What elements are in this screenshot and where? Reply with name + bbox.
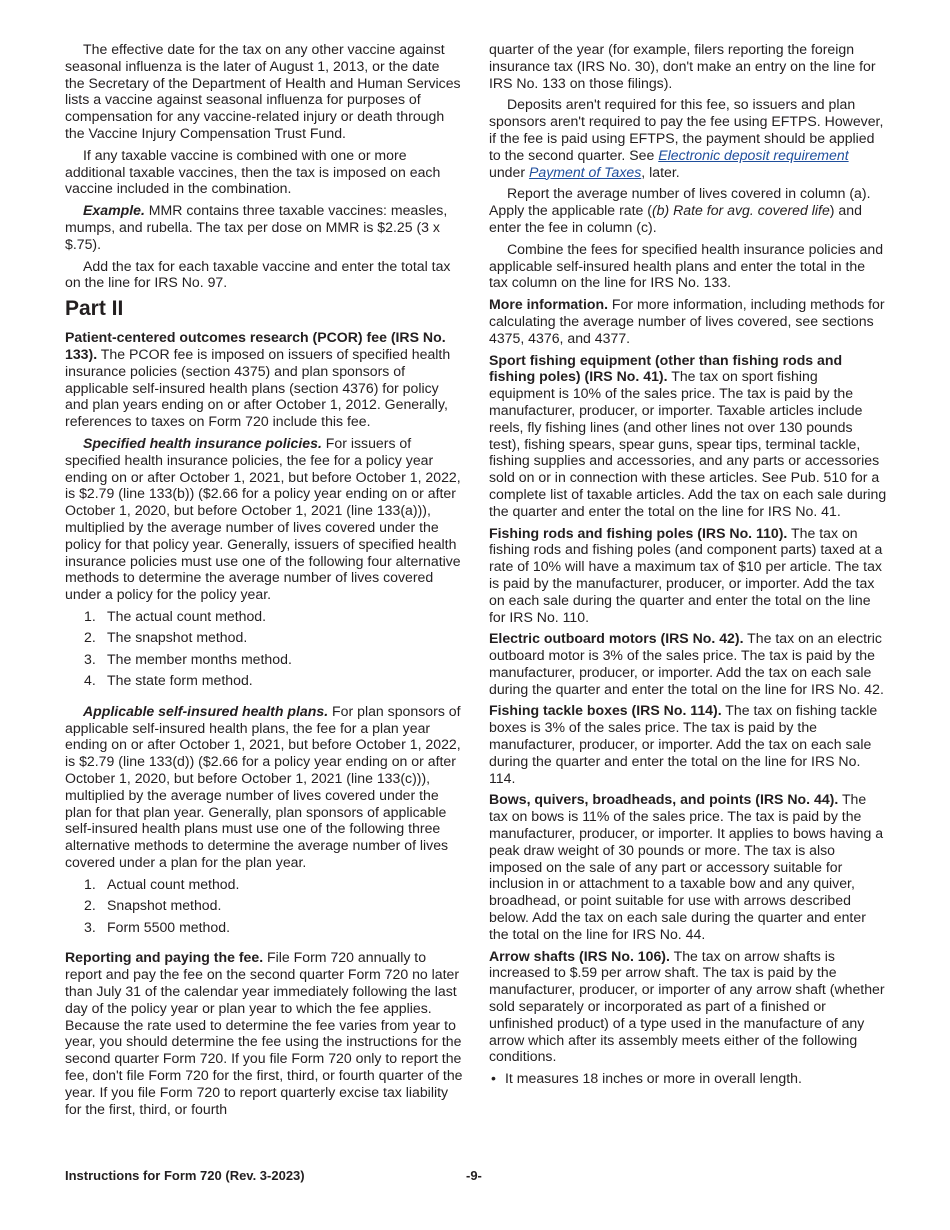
electronic-deposit-link[interactable]: Electronic deposit requirement: [658, 146, 849, 163]
paragraph-self-insured-plans: [65, 703, 463, 871]
paragraph-report-average: [489, 185, 887, 235]
motors-text: The tax on an electric outboard motor is 3% of the sales price. The tax is paid by the manufacturer, producer, or importer. Add the tax on each sale during the quarter and enter the total on the line for IRS No. 42.: [489, 630, 884, 697]
deposits-under: under: [489, 163, 529, 180]
paragraph-seasonal-influenza: The effective date for the tax on any other vaccine against seasonal influenza is the later of August 1, 2013, or the date the Secretary of the Department of Health and Human Services lists a vaccine against seasonal influenza for purposes of compensation for any vaccine-related injury or death through the Vaccine Injury Compensation Trust Fund.: [65, 41, 461, 141]
sport-heading: Sport fishing equipment (other than fishing rods and fishing poles) (IRS No. 41).: [489, 351, 843, 385]
bows-heading: Bows, quivers, broadheads, and points (IRS No. 44).: [489, 791, 839, 808]
sport-text: The tax on sport fishing equipment is 10% of the sales price. The tax is paid by the manufacturer, producer, or importer. Taxable articles include reels, fly fishing lines (and other lines not over 130 pounds test), fishing spears, spear guns, spear tips, terminal tackle, fishing supplies and accessories, and any parts or accessories sold on or in connection with these articles. See Pub. 510 for a complete list of taxable articles. Add the tax on each sale during the quarter and enter the total on the line for IRS No. 41.: [489, 368, 887, 519]
list-number: 3.: [84, 650, 96, 667]
reporting-heading: Reporting and paying the fee.: [65, 949, 264, 966]
list-number: 2.: [84, 897, 96, 914]
bullet-item: • It measures 18 inches or more in overall length.: [489, 1070, 887, 1087]
methods-list-plans: [65, 876, 463, 936]
list-text: Actual count method.: [107, 875, 240, 892]
arrow-heading: Arrow shafts (IRS No. 106).: [489, 947, 670, 964]
right-column: [489, 41, 887, 1087]
paragraph-outboard-motors: [489, 630, 887, 697]
list-number: 2.: [84, 629, 96, 646]
list-number: 4.: [84, 672, 96, 689]
list-item: [65, 876, 463, 893]
reporting-text: File Form 720 annually to report and pay the fee on the second quarter Form 720 no later than July 31 of the calendar year immediately following the last day of the policy year or plan year to which the fee applies. Because the rate used to determine the fee varies from year to year, you should determine the fee using the instructions for the second quarter Form 720. If you file Form 720 only to report the fee, don't file Form 720 for the first, third, or fourth quarter of the year. If you file Form 720 to report quarterly excise tax liability for the first, third, or fourth: [65, 949, 463, 1117]
moreinfo-text: For more information, including methods for calculating the average number of lives covered, see sections 4375, 4376, and 4377.: [489, 296, 885, 346]
deposits-text: Deposits aren't required for this fee, so issuers and plan sponsors aren't required to pay the fee using EFTPS. However, if the fee is paid using EFTPS, the payment should be applied to the second quarter. See: [489, 96, 884, 163]
paragraph-more-info: [489, 296, 887, 346]
specified-heading: Specified health insurance policies.: [83, 434, 322, 451]
deposits-later: , later.: [641, 163, 680, 180]
page-number: -9-: [466, 1168, 482, 1183]
list-item: [65, 629, 463, 646]
specified-text: For issuers of specified health insurance policies, the fee for a policy year ending on or after October 1, 2021, but before October 1, 2022, is $2.79 (line 133(b)) ($2.66 for a policy year ending on or after October 1, 2020, but before October 1, 2021 (line 133(a))), multiplied by the average number of lives covered under the policy for that policy year. Generally, issuers of specified health insurance policies must use one of the following four alternative methods to determine the average number of lives covered under a policy for the policy year.: [65, 434, 461, 603]
list-number: 3.: [84, 918, 96, 935]
paragraph-add-tax: Add the tax for each taxable vaccine and enter the total tax on the line for IRS No. 97.: [65, 257, 451, 291]
report-text-end: ) and enter the fee in column (c).: [489, 202, 862, 235]
list-text: The state form method.: [107, 672, 253, 689]
part-heading: Part II: [65, 297, 124, 321]
motors-heading: Electric outboard motors (IRS No. 42).: [489, 630, 744, 647]
methods-list-policies: [65, 608, 463, 689]
rods-heading: Fishing rods and fishing poles (IRS No. 110).: [489, 524, 788, 541]
list-item: [65, 897, 463, 914]
paragraph-reporting: [65, 949, 463, 1117]
paragraph-combine: Combine the fees for specified health insurance policies and applicable self-insured health plans and enter the total in the tax column on the line for IRS No. 133.: [489, 240, 884, 291]
example-text: MMR contains three taxable vaccines: measles, mumps, and rubella. The tax per dose on MMR is $2.25 (3 x $.75).: [65, 202, 448, 252]
paragraph-pcor: [65, 329, 463, 430]
left-column: [65, 41, 463, 1122]
paragraph-tackle-boxes: [489, 702, 887, 786]
list-text: Snapshot method.: [107, 897, 222, 914]
tackle-heading: Fishing tackle boxes (IRS No. 114).: [489, 702, 722, 719]
rods-text: The tax on fishing rods and fishing poles (and component parts) taxed at a rate of 10% will have a maximum tax of $10 per article. The tax is paid by the manufacturer, producer, or importer. Add the tax on each sale during the quarter and enter the total on the line for IRS No. 110.: [489, 524, 883, 625]
list-item: [65, 672, 463, 689]
paragraph-specified-policies: [65, 435, 463, 603]
list-text: The member months method.: [107, 650, 292, 667]
list-text: The actual count method.: [107, 607, 267, 624]
payment-of-taxes-link[interactable]: Payment of Taxes: [528, 163, 642, 180]
paragraph-continuation: quarter of the year (for example, filers reporting the foreign insurance tax (IRS No. 30), don't make an entry on the line for IRS No. 133 on those filings).: [489, 41, 876, 91]
list-text: The snapshot method.: [107, 629, 248, 646]
paragraph-sport-fishing: [489, 352, 887, 520]
spacer: [65, 694, 463, 703]
pcor-heading: Patient-centered outcomes research (PCOR) fee (IRS No. 133).: [65, 329, 446, 362]
paragraph-deposits: [489, 96, 887, 180]
bows-text: The tax on bows is 11% of the sales price. The tax is paid by the manufacturer, producer, or importer. It applies to bows having a peak draw weight of 30 pounds or more. The tax is also imposed on the sale of any part or accessory suitable for inclusion in or attachment to a taxable bow and any quiver, broadhead, or point suitable for use with arrows described below. Add the tax on each sale during the quarter and enter the total on the line for IRS No. 44.: [489, 791, 884, 942]
list-item: [65, 651, 463, 668]
list-number: 1.: [84, 607, 96, 624]
applicable-heading: Applicable self-insured health plans.: [83, 702, 329, 719]
arrow-text: The tax on arrow shafts is increased to $.59 per arrow shaft. The tax is paid by the manufacturer, producer, or importer of any arrow shaft (whether sold separately or incorporated as part of a finished or unfinished product) of a type used in the manufacture of any arrow which after its assembly meets either of the following conditions.: [489, 947, 885, 1065]
tackle-text: The tax on fishing tackle boxes is 3% of the sales price. The tax is paid by the manufacturer, producer, or importer. Add the tax on each sale during the quarter and enter the total on the line for IRS No. 114.: [489, 702, 878, 786]
list-number: 1.: [84, 875, 96, 892]
paragraph-fishing-rods: [489, 525, 887, 626]
list-item: [65, 608, 463, 625]
arrow-conditions-list: [489, 1070, 887, 1087]
list-item: [65, 919, 463, 936]
list-text: Form 5500 method.: [107, 918, 230, 935]
paragraph-combined-vaccine: If any taxable vaccine is combined with one or more additional taxable vaccines, then the tax is imposed on each vaccine included in the combination.: [65, 146, 441, 197]
report-text: Report the average number of lives covered in column (a). Apply the applicable rate (: [489, 185, 871, 219]
example-label: Example.: [83, 202, 145, 219]
spacer: [65, 940, 463, 949]
paragraph-bows: [489, 791, 887, 942]
moreinfo-heading: More information.: [489, 296, 609, 313]
pcor-text: The PCOR fee is imposed on issuers of specified health insurance policies (section 4375) and plan sponsors of applicable self-insured health plans (section 4376) for policy and plan years ending on or after October 1, 2012. Generally, references to taxes on Form 720 include this fee.: [65, 345, 451, 430]
paragraph-arrow-shafts: [489, 948, 887, 1066]
applicable-text: For plan sponsors of applicable self-insured health plans, the fee for a plan year ending on or after October 1, 2021, but before October 1, 2022, is $2.79 (line 133(d)) ($2.66 for a policy year ending on or after October 1, 2020, but before October 1, 2021 (line 133(c))), multiplied by the average number of lives covered under the plan for that plan year. Generally, plan sponsors of applicable self-insured health plans must use one of the following three alternative methods to determine the average number of lives covered under a plan for the plan year.: [65, 702, 461, 871]
report-rate-italic: (b) Rate for avg. covered life: [651, 202, 830, 219]
footer-title: Instructions for Form 720 (Rev. 3-2023): [65, 1168, 305, 1183]
paragraph-example: [65, 202, 463, 252]
